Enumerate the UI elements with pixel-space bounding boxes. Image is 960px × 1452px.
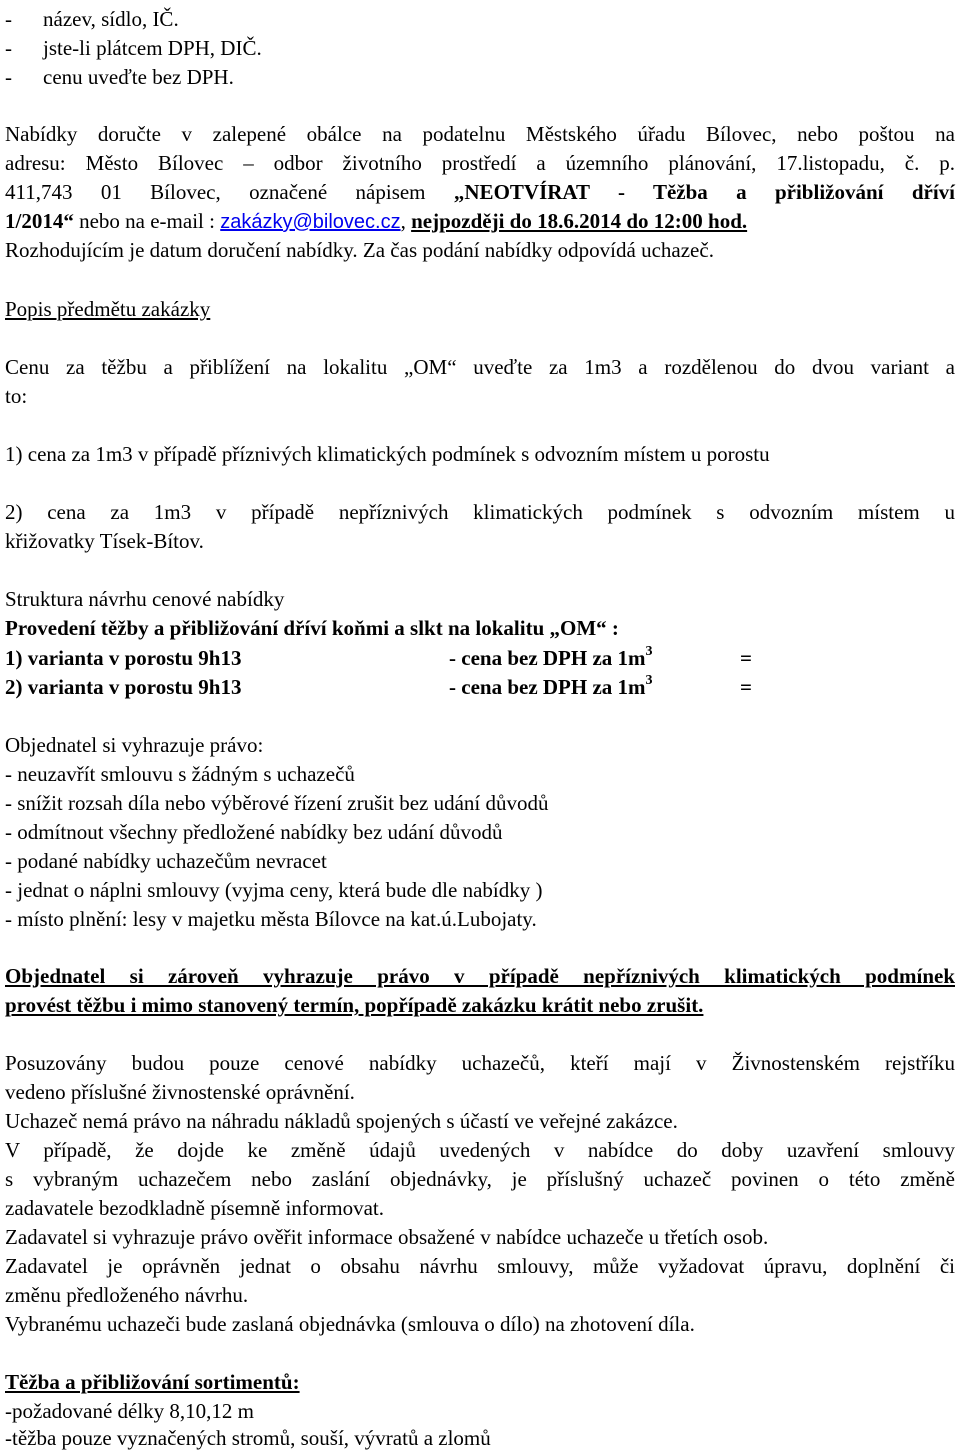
delivery-line-5 <box>5 237 714 263</box>
requirement-text: název, sídlo, IČ. <box>43 7 179 31</box>
price-structure-heading: Provedení těžby a přibližování dříví koňmi a slkt na lokalitu „OM“ : <box>5 616 619 640</box>
conditions-p3-line-2: s vybraným uchazečem nebo zaslání objednávky, je příslušný uchazeč povinen o této změně <box>5 1167 955 1191</box>
price-row <box>5 674 752 700</box>
rights-item: - podané nabídky uchazečům nevracet <box>5 849 327 873</box>
option-1: 1) cena za 1m3 v případě příznivých klimatických podmínek s odvozním místem u porostu <box>5 442 770 466</box>
assortment-heading: Těžba a přibližování sortimentů: <box>5 1370 300 1394</box>
unit-exponent: 3 <box>645 673 653 688</box>
conditions-p1-line-1: Posuzovány budou pouze cenové nabídky uchazečů, kteří mají v Živnostenském rejstříku <box>5 1051 955 1075</box>
conditions-p5-line-1: Zadavatel je oprávněn jednat o obsahu návrhu smlouvy, může vyžadovat úpravu, doplnění či <box>5 1254 955 1278</box>
delivery-line-2: adresu: Město Bílovec – odbor životního prostředí a územního plánování, 17.listopadu, č. p. <box>5 151 955 175</box>
requirement-item <box>5 35 262 61</box>
requirement-text: cenu uveďte bez DPH. <box>43 65 234 89</box>
rights-item: - odmítnout všechny předložené nabídky bez udání důvodů <box>5 820 503 844</box>
rights-item: - místo plnění: lesy v majetku města Bílovce na kat.ú.Lubojaty. <box>5 907 537 931</box>
subject-intro-line-1: Cenu za těžbu a přiblížení na lokalitu „OM“ uveďte za 1m3 a rozdělenou do dvou variant a <box>5 355 955 379</box>
list-dash: - <box>5 65 12 89</box>
rights-item: - snížit rozsah díla nebo výběrové řízení zrušit bez udání důvodů <box>5 791 549 815</box>
requirement-item <box>5 64 234 90</box>
price-label <box>449 645 740 671</box>
deadline: nejpozději do 18.6.2014 do 12:00 hod. <box>411 209 748 233</box>
conditions-p5-line-2: změnu předloženého návrhu. <box>5 1283 249 1307</box>
variant-label: 1) varianta v porostu 9h13 <box>5 646 242 670</box>
list-dash: - <box>5 7 12 31</box>
rights-item: - jednat o náplni smlouvy (vyjma ceny, která bude dle nabídky ) <box>5 878 543 902</box>
email-label: nebo na e-mail : <box>79 209 215 233</box>
conditions-p3-line-1: V případě, že dojde ke změně údajů uvedených v nabídce do doby uzavření smlouvy <box>5 1138 955 1162</box>
price-structure-label: Struktura návrhu cenové nabídky <box>5 587 285 611</box>
notice-line-2: provést těžbu i mimo stanovený termín, popřípadě zakázku krátit nebo zrušit. <box>5 993 704 1017</box>
variant-label: 2) varianta v porostu 9h13 <box>5 675 242 699</box>
equals-sign: = <box>740 646 752 670</box>
envelope-title-end: 1/2014“ <box>5 209 74 233</box>
email-link[interactable]: zakázky@bilovec.cz <box>220 211 401 233</box>
delivery-line-1: Nabídky doručte v zalepené obálce na podatelnu Městského úřadu Bílovec, nebo poštou na <box>5 122 955 146</box>
price-text: - cena bez DPH za 1m <box>449 646 646 670</box>
list-dash: - <box>5 36 12 60</box>
rights-item: - neuzavřít smlouvu s žádným s uchazečů <box>5 762 355 786</box>
subject-intro-line-2: to: <box>5 384 28 408</box>
envelope-title: „NEOTVÍRAT - Těžba a přibližování dříví <box>453 180 956 204</box>
rights-heading: Objednatel si vyhrazuje právo: <box>5 733 264 757</box>
delivery-line-4 <box>5 208 747 235</box>
price-row <box>5 645 752 671</box>
email-comma: , <box>400 209 406 233</box>
option-2-line-2: křižovatky Tísek-Bítov. <box>5 529 204 553</box>
conditions-p6: Vybranému uchazeči bude zaslaná objednávka (smlouva o dílo) na zhotovení díla. <box>5 1312 695 1336</box>
conditions-p2: Uchazeč nemá právo na náhradu nákladů spojených s účastí ve veřejné zakázce. <box>5 1109 678 1133</box>
price-text: - cena bez DPH za 1m <box>449 675 646 699</box>
requirement-text: jste-li plátcem DPH, DIČ. <box>43 36 262 60</box>
equals-sign: = <box>740 675 752 699</box>
conditions-p3-line-3: zadavatele bezodkladně písemně informovat. <box>5 1196 385 1220</box>
delivery-line-3-text: 411,743 01 Bílovec, označené nápisem <box>5 180 426 204</box>
decisive-date-text: Rozhodujícím je datum doručení nabídky. <box>5 238 358 262</box>
conditions-p1-line-2: vedeno příslušné živnostenské oprávnění. <box>5 1080 355 1104</box>
unit-exponent: 3 <box>645 644 653 659</box>
requirement-item <box>5 6 179 32</box>
assortment-item: -požadované délky 8,10,12 m <box>5 1399 255 1423</box>
notice-line-1: Objednatel si zároveň vyhrazuje právo v případě nepříznivých klimatických podmínek <box>5 964 955 988</box>
delivery-line-3 <box>5 179 955 205</box>
assortment-item: -těžba pouze vyznačených stromů, souší, vývratů a zlomů <box>5 1426 491 1450</box>
responsibility-text: Za čas podání nabídky odpovídá uchazeč. <box>362 238 714 262</box>
price-label <box>449 674 740 700</box>
option-2-line-1: 2) cena za 1m3 v případě nepříznivých klimatických podmínek s odvozním místem u <box>5 500 955 524</box>
subject-heading: Popis předmětu zakázky <box>5 297 211 321</box>
conditions-p4: Zadavatel si vyhrazuje právo ověřit informace obsažené v nabídce uchazeče u třetích osob. <box>5 1225 769 1249</box>
